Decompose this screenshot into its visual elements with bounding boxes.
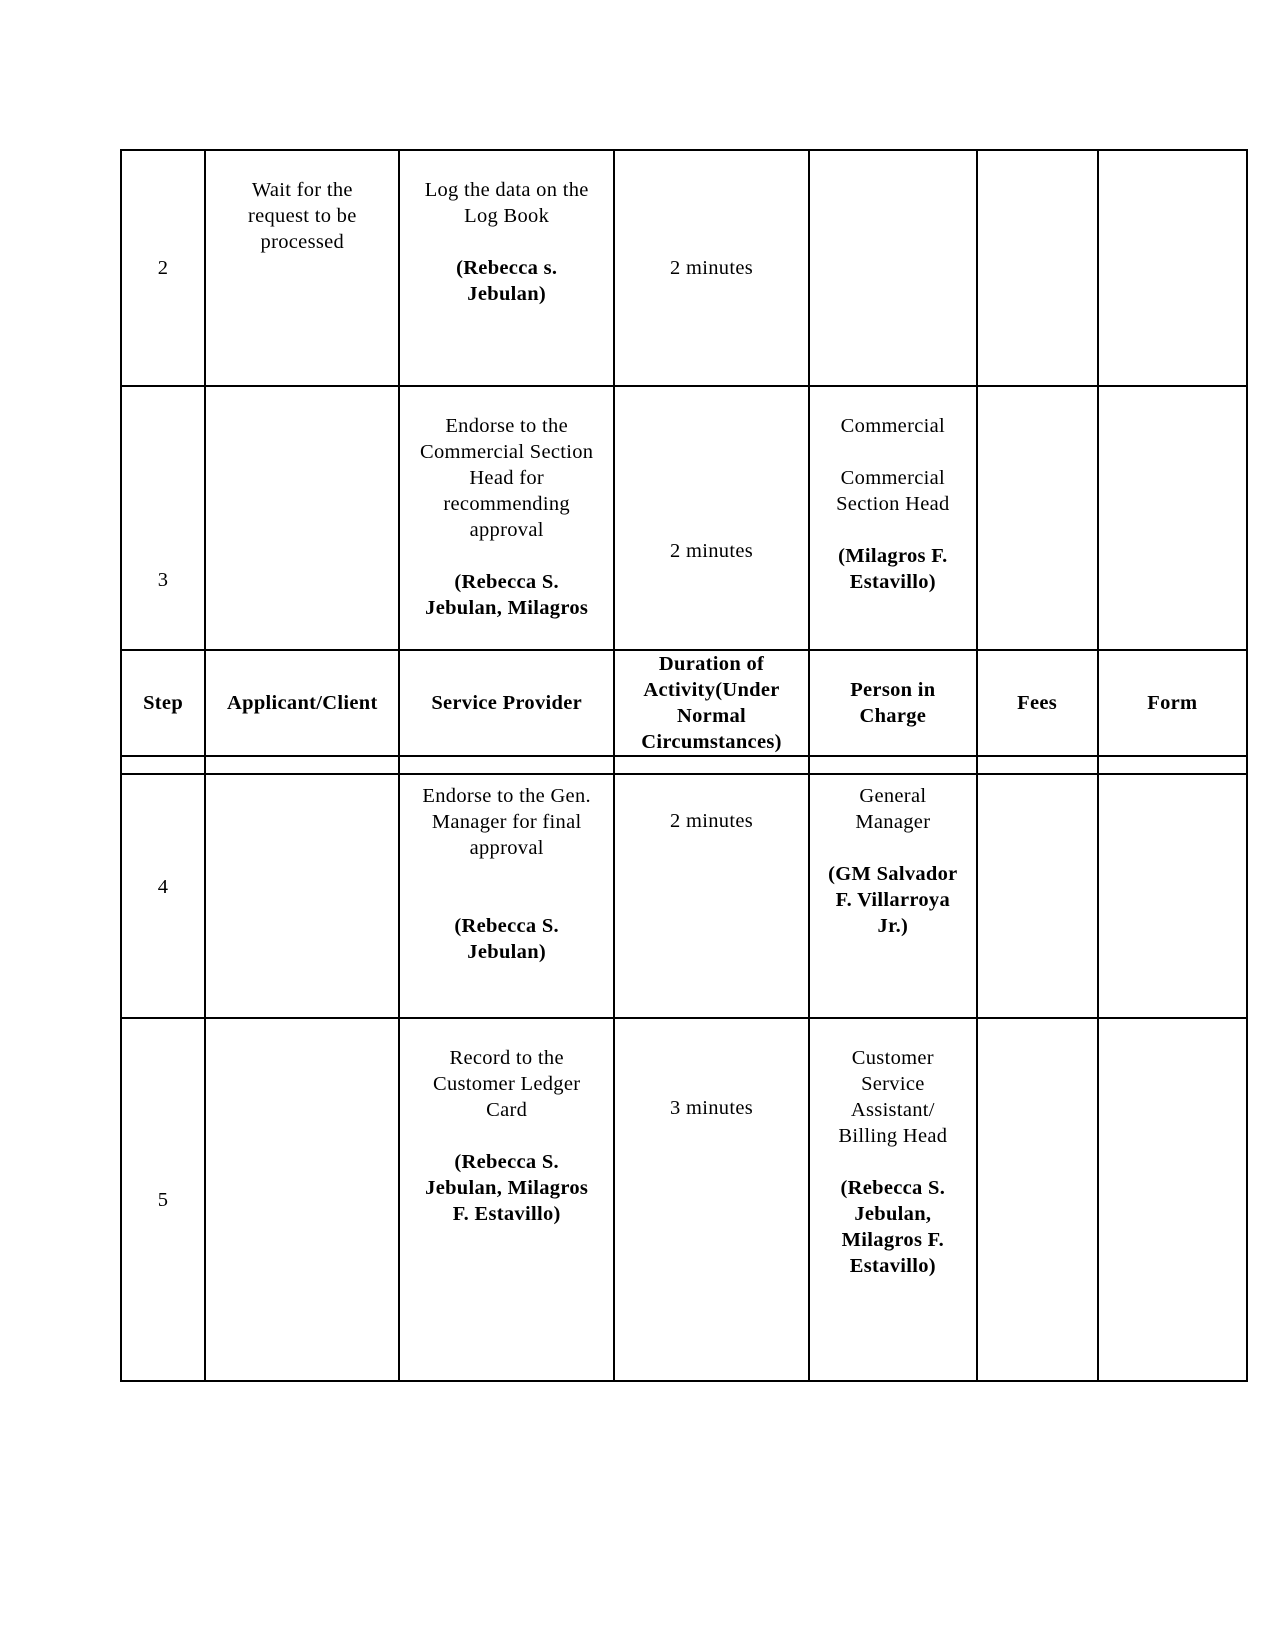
duration: 2 minutes (614, 756, 809, 1018)
step-number: 3 (121, 386, 205, 774)
client-action: Wait for the request to be processed (205, 150, 399, 386)
header-client: Applicant/Client (205, 650, 399, 756)
provider-name: (Rebecca S. (454, 1151, 559, 1173)
table-row (121, 1018, 1247, 1381)
step-number: 2 (121, 150, 205, 386)
table-row (121, 756, 1247, 1018)
person-name: (GM Salvador (828, 863, 958, 885)
person-name: (Rebecca S. (840, 1177, 946, 1199)
process-table (120, 649, 1248, 1382)
provider-name: (Rebecca S. (454, 915, 559, 937)
step-number: 4 (121, 756, 205, 1018)
form (1098, 1018, 1247, 1381)
duration: 2 minutes (614, 386, 809, 774)
provider-action: Log the data on the Log Book (Rebecca s. Jebulan) (399, 150, 613, 386)
person-in-charge (809, 150, 976, 386)
header-provider: Service Provider (399, 650, 613, 756)
step-number: 5 (121, 1018, 205, 1381)
provider-name: (Rebecca s. (456, 257, 558, 279)
header-duration: Duration of Activity(Under Normal Circumstances) (614, 650, 809, 756)
duration: 3 minutes (614, 1018, 809, 1381)
duration: 2 minutes (614, 150, 809, 386)
table-header-row (121, 650, 1247, 756)
person-in-charge: General Manager (GM Salvador F. Villarroya Jr.) (809, 756, 976, 1018)
provider-action: Endorse to the Commercial Section Head for recommending approval (Rebecca S. Jebulan, Milagros (399, 386, 613, 774)
person-in-charge: Customer Service Assistant/ Billing Head (Rebecca S. Jebulan, Milagros F. Estavillo) (809, 1018, 976, 1381)
provider-action: Record to the Customer Ledger Card (Rebecca S. Jebulan, Milagros F. Estavillo) (399, 1018, 613, 1381)
form (1098, 756, 1247, 1018)
fees (977, 1018, 1098, 1381)
header-step: Step (121, 650, 205, 756)
client-action (205, 1018, 399, 1381)
header-fees: Fees (977, 650, 1098, 756)
provider-action: Endorse to the Gen. Manager for final approval (Rebecca S. Jebulan) (399, 756, 613, 1018)
provider-name: (Rebecca S. (454, 571, 559, 593)
header-form: Form (1098, 650, 1247, 756)
person-in-charge: Commercial Commercial Section Head (Milagros F. Estavillo) (809, 386, 976, 774)
client-action (205, 756, 399, 1018)
fees (977, 150, 1098, 386)
person-name: (Milagros F. (838, 545, 948, 567)
form (1098, 150, 1247, 386)
table-row (121, 150, 1247, 386)
header-person-in-charge: Person in Charge (809, 650, 976, 756)
fees (977, 756, 1098, 1018)
